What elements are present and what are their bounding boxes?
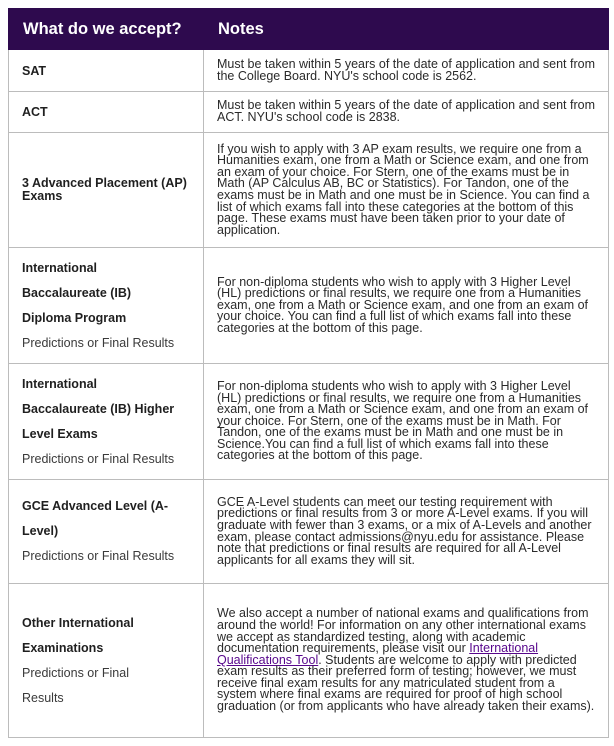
- row-label-line: Level Exams: [22, 426, 98, 441]
- row-label-cell: [9, 50, 204, 92]
- international-qualifications-tool-link[interactable]: International Qualifications Tool: [217, 641, 539, 667]
- accepted-exams-table: [8, 8, 609, 738]
- row-label-line: Diploma Program: [22, 310, 127, 325]
- row-label-line: Baccalaureate (IB): [22, 285, 132, 300]
- row-label-line: Other International: [22, 615, 134, 630]
- row-sublabel-line: Predictions or Final: [22, 665, 129, 680]
- table-row-ib-higher-level: [9, 364, 609, 480]
- header-what-we-accept: What do we accept?: [9, 9, 204, 50]
- table-header-row: [9, 9, 609, 50]
- row-label-line: GCE Advanced Level (A-: [22, 499, 169, 513]
- row-label-cell: [9, 364, 204, 480]
- row-note: For non-diploma students who wish to apply with 3 Higher Level (HL) predictions or final results, we require one from a Humanities exam, one from a Math or Science exam, and one from an exam of your choice. For Stern, one of the exams must be in Math. For Tandon, one of the exams must be in Math and one must be in Science.You can find a full list of which exams fall into these categories at the bottom of this page.: [204, 364, 609, 480]
- row-label: SAT: [22, 63, 47, 78]
- row-note: GCE A-Level students can meet our testing requirement with predictions or final results from 3 or more A-Level exams. If you will graduate with fewer than 3 exams, or a mix of A-Levels and another exam, please contact admissions@nyu.edu for assistance. Please note that predictions or final results are required for all A-Level applicants for all exams they will sit.: [204, 480, 609, 584]
- row-sublabel: Predictions or Final Results: [22, 335, 175, 350]
- table-row-ap: [9, 133, 609, 248]
- row-label: 3 Advanced Placement (AP) Exams: [22, 176, 187, 203]
- header-notes: Notes: [204, 9, 609, 50]
- note-text-before: We also accept a number of national exams and qualifications from around the world! For information on any other international exams we accept as standardized testing, along with academic documentation requirements, please visit our: [217, 606, 589, 656]
- row-note: Must be taken within 5 years of the date of application and sent from the College Board. NYU's school code is 2562.: [204, 50, 609, 92]
- row-label: ACT: [22, 105, 48, 119]
- row-label-cell: [9, 480, 204, 584]
- row-note: If you wish to apply with 3 AP exam results, we require one from a Humanities exam, one from a Math or Science exam, and one from an exam of your choice. For Stern, one of the exams must be in Math (AP Calculus AB, BC or Statistics). For Tandon, one of the exams must be in Math and one must be in Science. You can find a list of which exams fall into these categories at the bottom of this page. These exams must have been taken prior to your date of application.: [204, 133, 609, 248]
- row-note: [204, 584, 609, 738]
- row-label-cell: [9, 584, 204, 738]
- table-row-act: [9, 92, 609, 133]
- row-label-cell: [9, 248, 204, 364]
- table-row-ib-diploma: [9, 248, 609, 364]
- table-row-other-international: [9, 584, 609, 738]
- row-label-cell: [9, 92, 204, 133]
- row-label-cell: [9, 133, 204, 248]
- row-label-line: International: [22, 260, 98, 275]
- row-label-line: Baccalaureate (IB) Higher: [22, 401, 175, 416]
- row-label-line: International: [22, 376, 98, 391]
- row-label-line: Examinations: [22, 640, 104, 655]
- note-text-after: . Students are welcome to apply with predicted exam results as their preferred form of testing; however, we must receive final exam results for any matriculated student from a system where final exams are required for proof of high school graduation (or from applicants who have already taken their exams).: [217, 652, 595, 714]
- row-label-line: Level): [22, 524, 59, 538]
- table-row-gce-a-level: [9, 480, 609, 584]
- row-sublabel: Predictions or Final Results: [22, 451, 175, 466]
- row-note: For non-diploma students who wish to apply with 3 Higher Level (HL) predictions or final results, we require one from a Humanities exam, one from a Math or Science exam, and one from an exam of your choice. You can find a full list of which exams fall into these categories at the bottom of this page.: [204, 248, 609, 364]
- row-note: Must be taken within 5 years of the date of application and sent from ACT. NYU's school code is 2838.: [204, 92, 609, 133]
- row-sublabel-line: Results: [22, 690, 64, 705]
- table-row-sat: [9, 50, 609, 92]
- row-sublabel: Predictions or Final Results: [22, 549, 175, 563]
